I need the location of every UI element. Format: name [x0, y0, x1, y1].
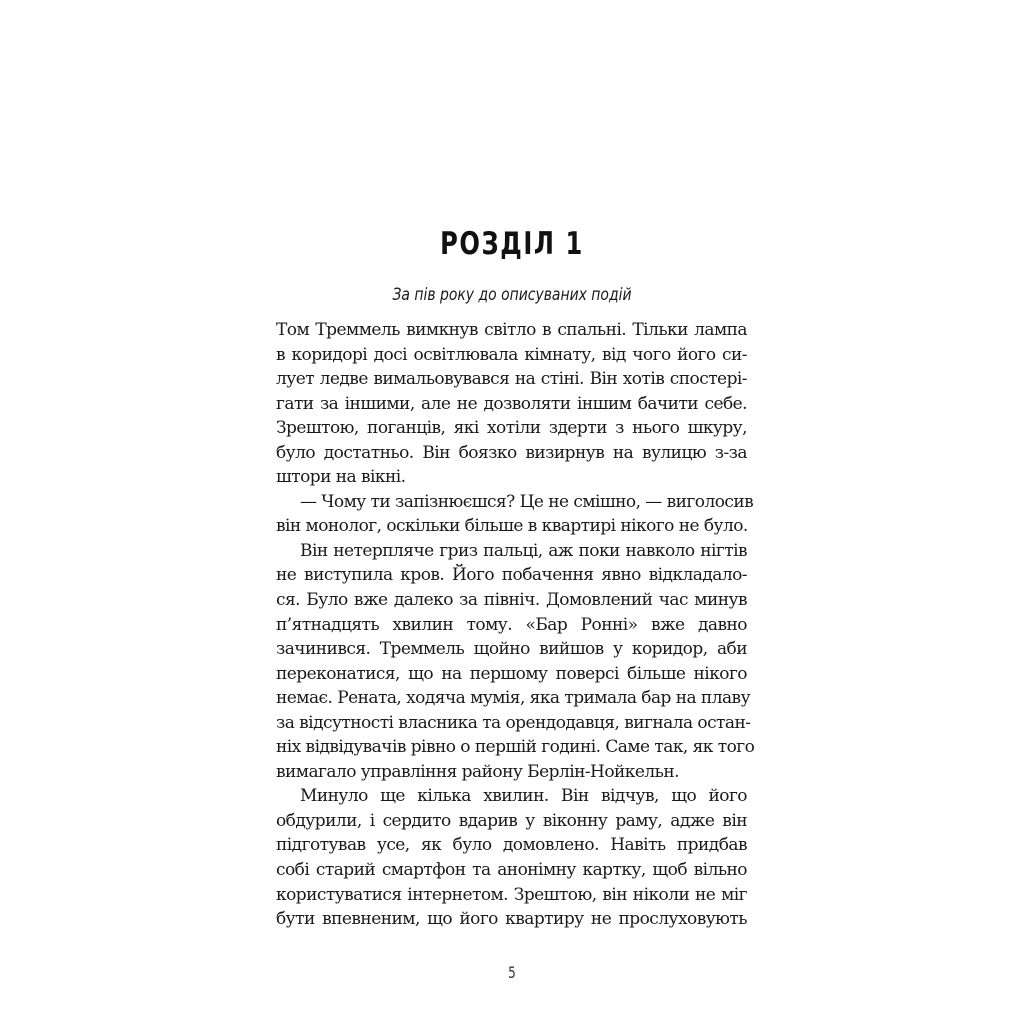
text-line: користуватися інтернетом. Зрештою, він ніколи не міг	[276, 884, 747, 905]
text-line: Зрештою, поганців, які хотіли здерти з нього шкуру,	[276, 418, 747, 439]
text-line: він монолог, оскільки більше в квартирі нікого не було.	[276, 516, 748, 537]
text-line: штори на вікні.	[276, 467, 406, 488]
text-line: Він нетерпляче гриз пальці, аж поки навколо нігтів	[300, 540, 747, 561]
chapter-subtitle: За пів року до описуваних подій	[392, 285, 632, 305]
text-line: було достатньо. Він боязко визирнув на вулицю з-за	[276, 442, 747, 463]
text-line: не виступила кров. Його побачення явно відкладало-	[276, 565, 747, 586]
chapter-title: РОЗДІЛ 1	[440, 226, 584, 262]
text-line: Минуло ще кілька хвилин. Він відчув, що його	[300, 786, 747, 807]
text-line: в коридорі досі освітлювала кімнату, від чого його си-	[276, 344, 747, 365]
text-line: зачинився. Треммель щойно вийшов у коридор, аби	[276, 639, 747, 660]
text-line: — Чому ти запізнюєшся? Це не смішно, — виголосив	[300, 491, 754, 512]
text-line: Том Треммель вимкнув світло в спальні. Тільки лампа	[276, 320, 747, 340]
text-line: ся. Було вже далеко за північ. Домовлений час минув	[276, 590, 747, 611]
body-text	[276, 318, 755, 932]
text-line: ніх відвідувачів рівно о першій годині. Саме так, як того	[276, 737, 755, 758]
text-line: немає. Рената, ходяча мумія, яка тримала бар на плаву	[276, 688, 751, 709]
text-line: за відсутності власника та орендодавця, вигнала остан-	[276, 712, 751, 733]
text-line: вимагало управління району Берлін-Нойкельн.	[276, 761, 679, 782]
text-line: обдурили, і сердито вдарив у віконну раму, адже він	[276, 810, 747, 831]
text-line: лует ледве вимальовувався на стіні. Він хотів спостері-	[276, 369, 747, 390]
text-line: гати за іншими, але не дозволяти іншим бачити себе.	[276, 393, 747, 414]
page-number: 5	[508, 963, 516, 982]
text-line: переконатися, що на першому поверсі більше нікого	[276, 663, 747, 684]
text-line: підготував усе, як було домовлено. Навіть придбав	[276, 835, 747, 856]
text-line: собі старий смартфон та анонімну картку, щоб вільно	[276, 860, 747, 881]
text-line: п’ятнадцять хвилин тому. «Бар Ронні» вже давно	[276, 614, 747, 635]
text-line: бути впевненим, що його квартиру не прослуховують	[276, 909, 747, 930]
